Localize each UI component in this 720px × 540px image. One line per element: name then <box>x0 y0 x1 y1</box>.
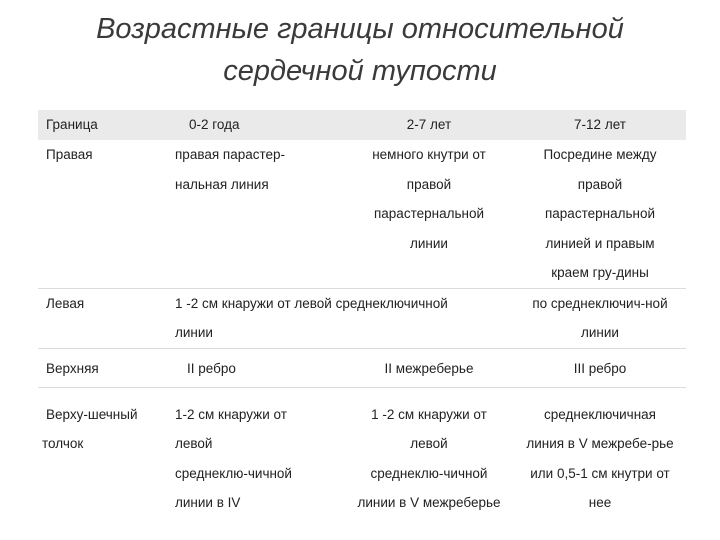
cell-text: среднеклю-чичной <box>370 465 488 481</box>
cell-text: линии в V межреберье <box>357 495 501 510</box>
cell-text: правой <box>406 176 452 192</box>
right-2-7 <box>344 140 514 288</box>
table-row-apex <box>38 387 686 518</box>
header-age-0-2: 0-2 года <box>171 110 344 140</box>
title-line-2: сердечной тупости <box>223 55 497 87</box>
cell-text: парастернальной <box>373 206 484 221</box>
cell-text: правая парастер- <box>175 147 286 162</box>
cell-text: линии в IV <box>175 495 241 510</box>
cell-text: 1 -2 см кнаружи от <box>371 406 487 422</box>
upper-2-7: II межреберье <box>344 348 514 387</box>
title-line-1: Возрастные границы относительной <box>96 13 624 45</box>
right-0-2 <box>171 140 344 288</box>
table-row-upper <box>38 348 686 387</box>
table-header-row <box>38 110 686 140</box>
cell-text: правой <box>577 176 623 192</box>
cell-text: линия в V межребе-рье <box>526 436 674 451</box>
row-label-right: Правая <box>38 140 171 288</box>
cell-text: немного кнутри от <box>372 147 486 162</box>
cell-text: линии <box>175 325 213 340</box>
cell-text: нальная линия <box>175 176 269 192</box>
cell-text: среднеклю-чичной <box>175 465 292 481</box>
cardiac-dullness-table <box>38 110 686 518</box>
cell-text: Посредине между <box>543 147 657 162</box>
table-row-right <box>38 140 686 288</box>
row-label-apex <box>38 387 171 518</box>
cell-text: по среднеключич-ной <box>532 295 668 311</box>
left-0-7 <box>171 288 514 348</box>
cell-text: среднеключичная <box>544 406 656 422</box>
cell-text: линии <box>410 235 448 251</box>
slide-title <box>0 8 720 92</box>
cell-text: 1-2 см кнаружи от <box>175 406 287 422</box>
cell-text: толчок <box>42 436 84 451</box>
header-boundary: Граница <box>38 110 171 140</box>
table-row-left <box>38 288 686 348</box>
cell-text: линии <box>581 325 619 340</box>
apex-0-2 <box>171 387 344 518</box>
cell-text: Верху-шечный <box>46 406 138 422</box>
cell-text: краем гру-дины <box>551 265 649 280</box>
upper-7-12: III ребро <box>514 348 686 387</box>
cell-text: левой <box>175 436 213 451</box>
right-7-12 <box>514 140 686 288</box>
left-7-12 <box>514 288 686 348</box>
row-label-upper: Верхняя <box>38 348 171 387</box>
upper-0-2: II ребро <box>171 348 344 387</box>
cell-text: линией и правым <box>545 235 655 251</box>
cell-text: парастернальной <box>544 206 655 221</box>
header-age-2-7: 2-7 лет <box>344 110 514 140</box>
apex-2-7 <box>344 387 514 518</box>
cell-text: или 0,5-1 см кнутри от <box>530 465 670 481</box>
header-age-7-12: 7-12 лет <box>514 110 686 140</box>
cell-text: левой <box>410 436 448 451</box>
row-label-left: Левая <box>38 288 171 348</box>
cell-text: 1 -2 см кнаружи от левой среднеключичной <box>175 295 448 311</box>
cell-text: нее <box>588 495 612 510</box>
apex-7-12 <box>514 387 686 518</box>
